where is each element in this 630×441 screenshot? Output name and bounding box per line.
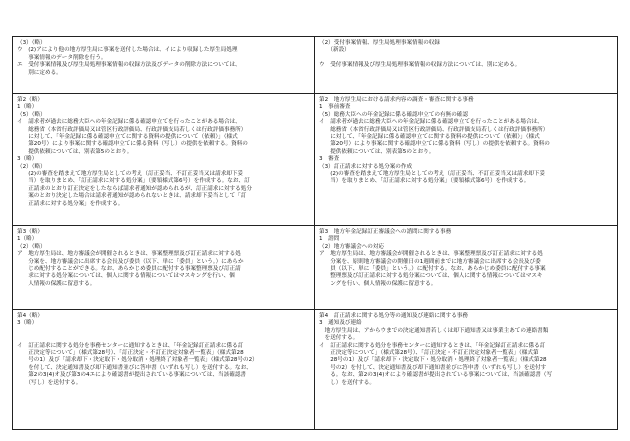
text-line: イ 訂正請求に関する処分を事務センターに通知するときは、「年金記録訂正請求に係る訂 [17, 342, 244, 349]
text-line: 地方厚生局は、アからウまでの決定通知書若しくは却下通知書又は事業主あての連絡書類 [319, 327, 549, 334]
row-divider [13, 225, 617, 226]
text-line: 第20号）により事案に関する確認申立てに係る資料（写し）の提供を依頼する。資料の [319, 141, 550, 148]
text-line: イ 請求者が過去に総務大臣への年金記録に係る確認申立てを行ったことがある場合は、 [17, 119, 241, 126]
text-line: エ 受付事案情報及び厚生局処理事案情報の収録方法及びデータの削除方法については、 [17, 62, 241, 69]
text-line: （5）（略） [17, 111, 46, 118]
text-line: 当）を取りまとめ、「訂正請求に対する処分案」（要領様式第6号）を作成する。なお、訂 [17, 178, 250, 185]
text-line: 3 審査 [319, 156, 340, 163]
text-line: に対して、「年金記録に係る確認申立てに関する資料の提供について（依頼）」（様式 [17, 134, 238, 140]
text-line: (2)の審査を踏まえて地方厚生局としての考え（訂正妥当、不訂正妥当又は請求却下妥 [319, 171, 546, 177]
text-line: し）を送付する。 [319, 379, 375, 386]
text-line: 分案を、地方審議会に出席する会長及び委員（以下、単に「委員」という。）にあらか [17, 258, 244, 265]
text-line: 分案を、原則地方審議会の開催日の1週間前までに地方審議会に出席する会長及び委 [319, 258, 541, 265]
text-line: （2）地方審議会への対応 [319, 243, 385, 250]
text-line: 第2の3(4)オ及び第3の4エにより確認書が提出されている事案については、当該確認書 [17, 372, 247, 379]
text-line: (2)の審査を踏まえて地方厚生局としての考え（訂正妥当、不訂正妥当又は請求却下妥 [17, 171, 244, 177]
text-line: を付して、決定通知書及び却下通知書並びに答申書（いずれも写し）を送付する。なお、 [17, 364, 252, 371]
text-line: じめ配付することができる。なお、あらかじめ委員に配付する事案整理票及び訂正請 [17, 266, 241, 272]
text-line: 正決定等について」（様式第28号）、「訂正決定・不訂正決定対象者一覧表」（様式第 [319, 350, 539, 356]
text-line: 人情報の保護に留意する。 [17, 280, 96, 287]
text-line: る。なお、第2の3(4)オにより確認書が提出されている事案については、当該確認書（写 [319, 372, 553, 379]
text-line: 提供依頼については、別表第5のとおり。 [17, 148, 133, 155]
text-line: 号の2）を付して、決定通知書及び却下通知書並びに答申書（いずれも写し）を送付す [319, 364, 547, 371]
text-line: ウ 受付事案情報及び厚生局処理事案情報の収録方法については、別に定める。 [319, 62, 521, 69]
text-line: （2）（略） [17, 243, 46, 250]
text-line: ア 地方厚生局は、地方審議会が開催されるときは、事案整理票及び訂正請求に対する処 [319, 251, 543, 258]
comparison-table [12, 36, 618, 430]
left-column [13, 37, 315, 429]
text-line: 総務省（本省行政評価局又は管区行政評価局、行政評価支局若しくは行政評価事務所） [17, 126, 247, 133]
text-line: 総務省（本省行政評価局又は管区行政評価局、行政評価支局若しくは行政評価事務所） [319, 126, 549, 133]
text-line: 正請求のとおり訂正決定をしたならば請求者通知が認められるが、訂正請求に対する処分 [17, 185, 252, 192]
text-line: 別に定める。 [17, 69, 62, 76]
text-line: 第3 地方年金記録訂正審議会への諮問に関する事務 [319, 229, 452, 235]
text-line: イ 請求者が過去に総務大臣への年金記録に係る確認申立てを行ったことがある場合は、 [319, 119, 543, 126]
text-line: 3（略） [17, 156, 38, 163]
text-line: ウ (2)アにより他の地方厚生局に事案を送付した場合は、イにより収録した厚生局処理 [17, 47, 238, 54]
right-column [315, 37, 618, 429]
text-line: 案のとおり決定した場合は請求者通知が認められないときは、請求却下妥当として「訂 [17, 193, 247, 200]
text-line: 員（以下、単に「委員」という。）に配付する。なお、あらかじめ委員に配付する事案 [319, 266, 546, 272]
text-line: を送付する。 [319, 335, 359, 342]
text-line: 整理票及び訂正請求に対する処分案については、個人に関する情報についてはマスキ [319, 273, 543, 280]
text-line: （5）総務大臣への年金記録に係る確認申立ての有無の確認 [319, 111, 468, 118]
text-line: （写し）を送付する。 [17, 379, 82, 386]
text-line: ングを行い、個人情報の保護に留意する。 [319, 280, 437, 287]
text-line: 正請求に対する処分案」を作成する。 [17, 200, 124, 207]
text-line: 1 諮問 [319, 236, 340, 243]
text-line: 第4（略） [17, 313, 43, 319]
text-line: （3）訂正請求に対する処分案の作成 [319, 163, 413, 170]
text-line: 提供依頼については、別表第5のとおり。 [319, 148, 435, 155]
text-line: 第3（略） [17, 229, 43, 235]
text-line: 第20号）により事案に関する確認申立てに係る資料（写し）の提供を依頼する。資料の [17, 141, 248, 148]
text-line: 当）を取りまとめ、「訂正請求に対する処分案」（要領様式第6号）を作成する。 [319, 178, 530, 185]
text-line: 1（略） [17, 236, 38, 243]
text-line: 事案情報のデータ削除を行う。 [17, 54, 107, 61]
text-line: 1（略） [17, 104, 38, 111]
text-line: に対して、「年金記録に係る確認申立てに関する資料の提供について（依頼）」（様式 [319, 134, 540, 140]
text-line: 求に対する処分案については、個人に関する情報についてはマスキングを行い、個 [17, 273, 235, 280]
text-line: 号の1）及び「請求却下・決定取下・処分取消・処理終了対象者一覧表」（様式第28号の2） [17, 357, 258, 364]
text-line: （新設） [319, 47, 350, 54]
text-line: （3）（略） [17, 40, 46, 46]
row-divider [13, 93, 617, 94]
text-line: 28号の1）及び「請求却下・決定取下・処分取消・処理終了対象者一覧表」（様式第28 [319, 357, 547, 364]
text-line: （2）（略） [17, 163, 46, 170]
text-line: 1 事前審査 [319, 104, 351, 111]
text-line: 第4 訂正請求に関する処分等の通知及び連絡に関する事務 [319, 313, 468, 319]
row-divider [13, 309, 617, 310]
text-line: イ 訂正請求に関する処分を事務センターに通知するときは、「年金記録訂正請求に係る訂 [319, 342, 546, 349]
text-line: 3 通知及び連絡 [319, 320, 362, 327]
text-line: 第2（略） [17, 97, 43, 103]
text-line: 3（略） [17, 320, 38, 327]
text-line: ア 地方厚生局は、地方審議会が開催されるときは、事案整理票及び訂正請求に対する処 [17, 251, 241, 258]
text-line: （2）受付事案情報、厚生局処理事案情報の収録 [319, 40, 441, 46]
text-line: 正決定等について」（様式第28号）、「訂正決定・不訂正決定対象者一覧表」（様式第28 [17, 350, 244, 356]
text-line: 第2 地方厚生局における請求内容の調査・審査に関する事務 [319, 97, 474, 103]
